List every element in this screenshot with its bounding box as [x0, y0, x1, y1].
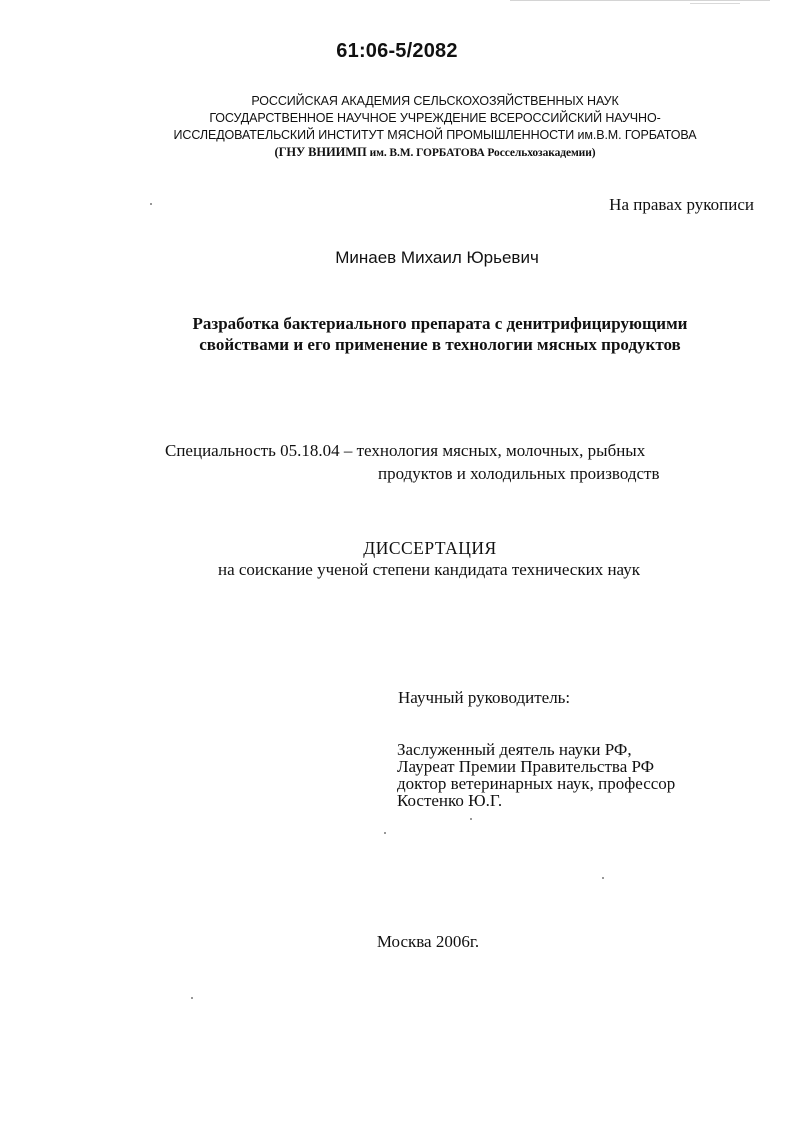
organization-line-1: РОССИЙСКАЯ АКАДЕМИЯ СЕЛЬСКОХОЗЯЙСТВЕННЫХ НАУК [251, 94, 619, 108]
author-name: Минаев Михаил Юрьевич [335, 248, 539, 267]
organization-line-2: ГОСУДАРСТВЕННОЕ НАУЧНОЕ УЧРЕЖДЕНИЕ ВСЕРОССИЙСКИЙ НАУЧНО- [209, 111, 661, 125]
thesis-title-line-1: Разработка бактериального препарата с денитрифицирующими [192, 314, 688, 333]
scan-speck [602, 877, 604, 879]
scan-speck [470, 818, 472, 820]
supervisor-name: Костенко Ю.Г. [397, 791, 503, 810]
supervisor-line-3: доктор ветеринарных наук, профессор [397, 774, 676, 793]
archive-code: 61:06-5/2082 [336, 40, 458, 62]
scan-edge-marks [510, 0, 770, 7]
scan-speck [191, 997, 193, 999]
supervisor-line-1: Заслуженный деятель науки РФ, [397, 740, 632, 759]
supervisor-line-2: Лауреат Премии Правительства РФ [397, 757, 655, 776]
city-and-year: Москва 2006г. [376, 932, 480, 951]
scan-speck [384, 832, 386, 834]
organization-abbreviation [40, 144, 794, 162]
organization-header [40, 93, 794, 162]
specialty-line-2: продуктов и холодильных производств [378, 464, 660, 483]
supervisor-credentials [397, 741, 675, 809]
organization-abbreviation-rest: им. В.М. ГОРБАТОВА Россельхозакадемии) [369, 147, 596, 159]
manuscript-rights-note: На правах рукописи [609, 195, 754, 214]
thesis-title-line-2: свойствами и его применение в технологии мясных продуктов [199, 335, 681, 354]
degree-statement: на соискание ученой степени кандидата технических наук [217, 560, 640, 579]
scan-speck [150, 203, 152, 205]
document-type-heading: ДИССЕРТАЦИЯ [363, 538, 497, 558]
thesis-title [140, 313, 740, 355]
specialty-line-1: Специальность 05.18.04 – технология мясных, молочных, рыбных [165, 441, 646, 460]
organization-line-3: ИССЛЕДОВАТЕЛЬСКИЙ ИНСТИТУТ МЯСНОЙ ПРОМЫШЛЕННОСТИ им.В.М. ГОРБАТОВА [173, 128, 697, 142]
organization-abbreviation-open: (ГНУ ВНИИМП [274, 145, 367, 159]
supervisor-label: Научный руководитель: [398, 688, 571, 707]
